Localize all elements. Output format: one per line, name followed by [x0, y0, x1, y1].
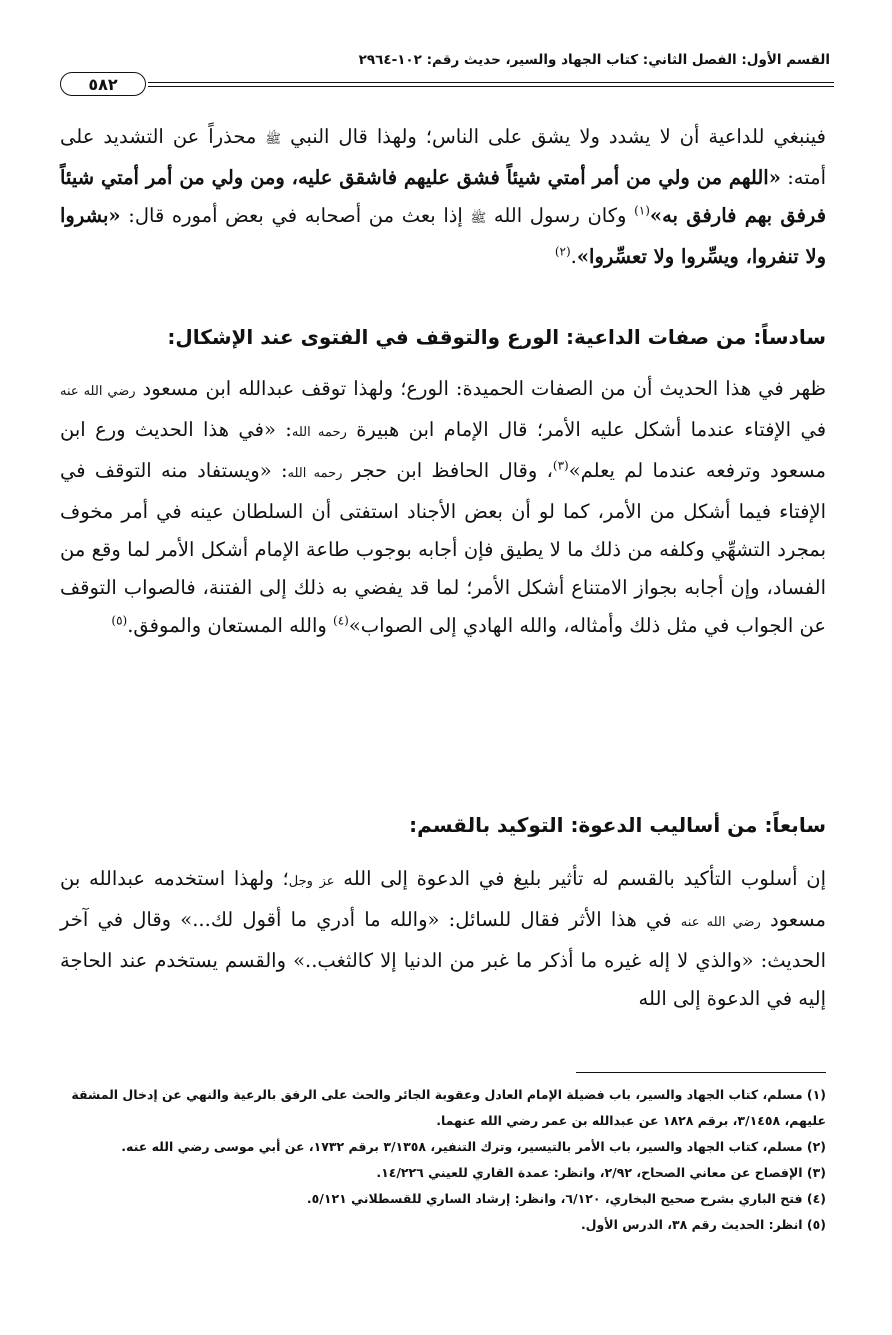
- paragraph-gentleness: [60, 118, 826, 276]
- header-double-rule: [148, 82, 834, 87]
- hadith-quote: «اللهم من ولي من أمر أمتي شيئاً فشق عليهم فاشقق عليه، ومن ولي من أمر أمتي شيئاً فرفق بهم فارفق به»: [60, 166, 827, 227]
- text-run: ؛ ولهذا استخدمه عبدالله بن مسعود: [60, 867, 826, 931]
- footnotes: [60, 1082, 826, 1238]
- footnote-2: (٢) مسلم، كتاب الجهاد والسير، باب الأمر بالتيسير، وترك التنفير، ٣/١٣٥٨ برقم ١٧٣٢، عن أبي موسى رضي الله عنه.: [121, 1139, 826, 1154]
- page-number: ٥٨٢: [60, 72, 146, 96]
- paragraph-oath: [60, 860, 826, 1018]
- honorific-rahimahu-icon: رحمه الله: [291, 425, 347, 440]
- text-run: ظهر في هذا الحديث أن من الصفات الحميدة: الورع؛ ولهذا توقف عبدالله ابن مسعود: [142, 377, 826, 400]
- footnote-5: (٥) انظر: الحديث رقم ٣٨، الدرس الأول.: [580, 1217, 826, 1232]
- text-run: ، وقال الحافظ ابن حجر: [351, 459, 553, 482]
- footnote-3: (٣) الإفصاح عن معاني الصحاح، ٢/٩٢، وانظر: عمدة القاري للعيني ١٤/٢٢٦.: [376, 1165, 826, 1180]
- text-run: في الإفتاء عندما أشكل عليه الأمر؛ قال الإمام ابن هبيرة: [356, 418, 827, 441]
- paragraph-scrupulousness: [60, 370, 826, 645]
- honorific-salla-icon: ﷺ: [265, 132, 282, 147]
- footnote-ref[interactable]: (٣): [552, 458, 569, 473]
- footnote-ref[interactable]: (٤): [333, 613, 349, 628]
- text-run: .: [570, 245, 577, 268]
- text-run: محذراً عن التشديد على أمته:: [60, 125, 826, 189]
- text-run: : «في هذا الحديث ورع ابن مسعود وترفعه عندما لم يعلم»: [60, 418, 826, 482]
- section-title-sixth: سادساً: من صفات الداعية: الورع والتوقف في الفتوى عند الإشكال:: [167, 325, 826, 349]
- text-run: وكان رسول الله: [493, 204, 627, 227]
- honorific-salla-icon: ﷺ: [470, 211, 487, 226]
- text-run: : «ويستفاد منه التوقف في الإفتاء فيما أشكل من الأمر، كما لو أن بعض الأجناد استفتى أن السلطان عينه في أمر مخوف بمجرد التشهِّي وكلفه من ذلك ما لا يطيق فإن أجابه بوجوب طاعة الإمام أشكل الأمر لما وقع من الفساد، وإن أجابه بجواز الامتناع أشكل الأمر؛ لما قد يفضي به ذلك إلى الفتنة، فالصواب التوقف عن الجواب في مثل ذلك وأمثاله، والله الهادي إلى الصواب»: [60, 459, 826, 637]
- footnote-ref[interactable]: (٢): [554, 244, 571, 259]
- footnote-ref[interactable]: (٥): [111, 613, 128, 628]
- footnote-1: (١) مسلم، كتاب الجهاد والسير، باب فضيلة الإمام العادل وعقوبة الجائر والحث على الرفق بالرعية والنهي عن إدخال المشقة عليهم، ٣/١٤٥٨، برقم ١٨٢٨ عن عبدالله بن عمر رضي الله عنهما.: [71, 1087, 826, 1128]
- footnote-separator: [576, 1072, 826, 1073]
- footnote-ref[interactable]: (١): [634, 203, 650, 218]
- section-title-seventh: سابعاً: من أساليب الدعوة: التوكيد بالقسم:: [409, 813, 826, 837]
- honorific-radiya-icon: رضي الله عنه: [680, 915, 761, 930]
- text-run: في هذا الأثر فقال للسائل: «والله ما أدري ما أقول لك...» وقال في آخر الحديث: «والذي لا إله غيره ما أذكر ما غبر من الدنيا إلا كالثغب..» والقسم يستخدم عند الحاجة إليه في الدعوة إلى الله: [60, 908, 826, 1010]
- text-run: إذا بعث من أصحابه في بعض أموره قال:: [128, 204, 463, 227]
- honorific-radiya-icon: رضي الله عنه: [60, 384, 136, 399]
- honorific-rahimahu-icon: رحمه الله: [287, 466, 343, 481]
- text-run: فينبغي للداعية أن لا يشدد ولا يشق على الناس؛ ولهذا قال النبي: [290, 125, 827, 148]
- text-run: إن أسلوب التأكيد بالقسم له تأثير بليغ في الدعوة إلى الله: [343, 867, 826, 890]
- honorific-azza-icon: عز وجل: [288, 874, 335, 889]
- text-run: والله المستعان والموفق.: [127, 614, 327, 637]
- running-header: القسم الأول: الفصل الثاني: كتاب الجهاد والسير، حديث رقم: ١٠٢-٢٩٦٤: [358, 52, 830, 68]
- hadith-quote: «بشروا ولا تنفروا، ويسِّروا ولا تعسِّروا»: [60, 204, 826, 268]
- footnote-4: (٤) فتح الباري بشرح صحيح البخاري، ٦/١٢٠، وانظر: إرشاد الساري للقسطلاني ٥/١٢١.: [306, 1191, 826, 1206]
